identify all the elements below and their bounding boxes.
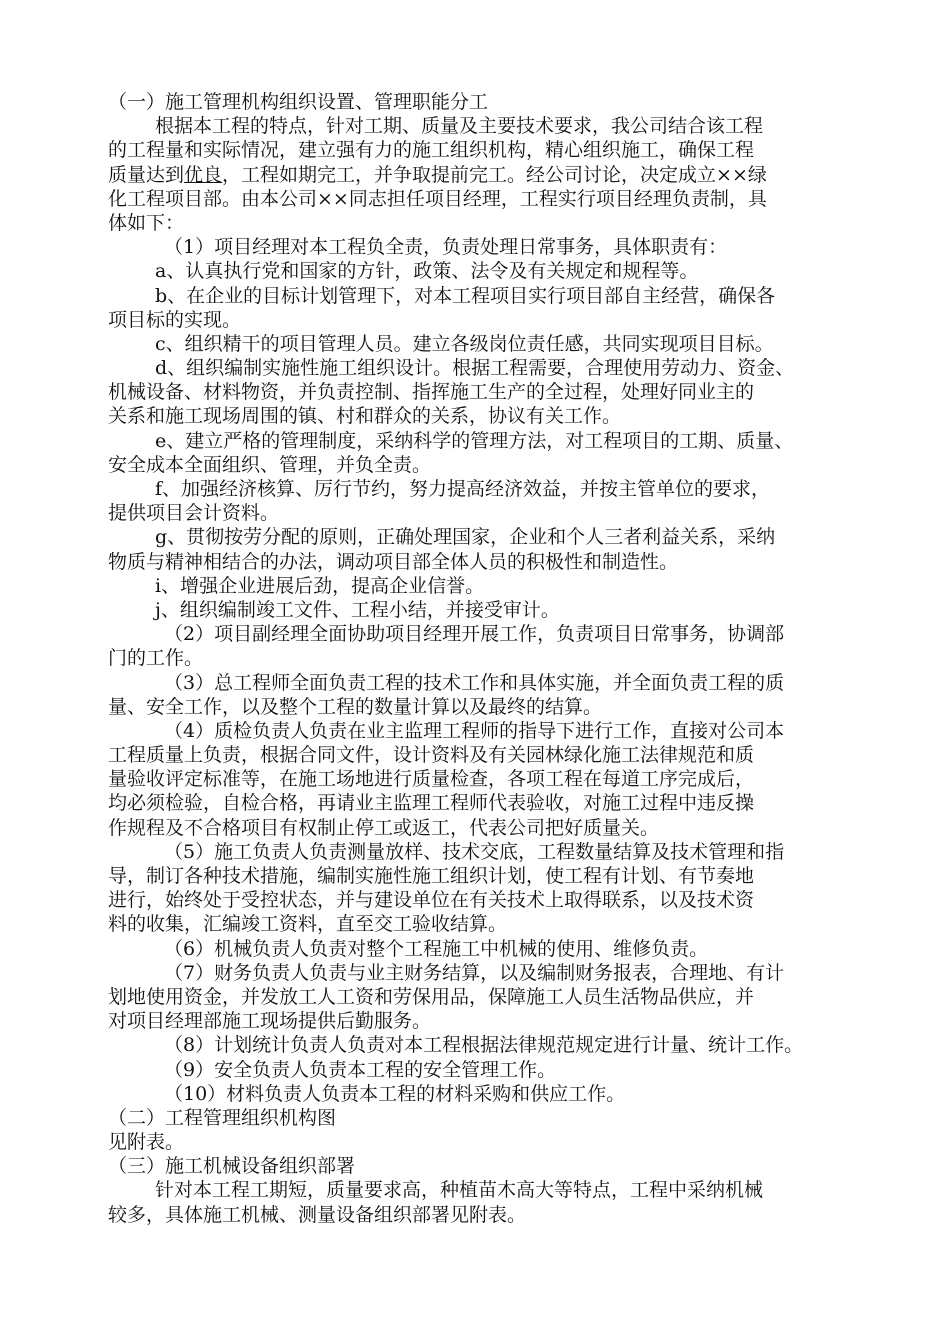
text-line: 的工程量和实际情况，建立强有力的施工组织机构，精心组织施工，确保工程 xyxy=(108,139,755,162)
text-line: 对项目经理部施工现场提供后勤服务。 xyxy=(108,1010,432,1033)
text-line: 量、安全工作，以及整个工程的数量计算以及最终的结算。 xyxy=(108,695,603,718)
text-line: i、增强企业进展后劲，提高企业信誉。 xyxy=(155,574,485,597)
text-line: 划地使用资金，并发放工人工资和劳保用品，保障施工人员生活物品供应，并 xyxy=(108,985,755,1008)
text-line: （一）施工管理机构组织设置、管理职能分工 xyxy=(108,91,489,113)
text-line: 物质与精神相结合的办法，调动项目部全体人员的积极性和制造性。 xyxy=(108,550,679,573)
text-line: （8）计划统计负责人负责对本工程根据法律规范规定进行计量、统计工作。 xyxy=(164,1034,804,1057)
text-line: f、加强经济核算、厉行节约，努力提高经济效益，并按主管单位的要求， xyxy=(155,478,771,500)
text-line: c、组织精干的项目管理人员。建立各级岗位责任感，共同实现项目目标。 xyxy=(155,332,774,355)
text-line: 安全成本全面组织、管理，并负全责。 xyxy=(108,453,432,476)
text-line: 提供项目会计资料。 xyxy=(108,502,280,525)
text-line: 见附表。 xyxy=(108,1131,185,1154)
text-line: 质量达到优良，工程如期完工，并争取提前完工。经公司讨论，决定成立××绿 xyxy=(108,163,767,186)
text-line: 机械设备、材料物资，并负责控制、指挥施工生产的全过程，处理好同业主的 xyxy=(108,381,755,404)
text-line: （6）机械负责人负责对整个工程施工中机械的使用、维修负责。 xyxy=(164,937,709,960)
text-line: 关系和施工现场周围的镇、村和群众的关系，协议有关工作。 xyxy=(108,405,622,428)
text-line: （7）财务负责人负责与业主财务结算，以及编制财务报表，合理地、有计 xyxy=(164,961,785,984)
text-line: （4）质检负责人负责在业主监理工程师的指导下进行工作，直接对公司本 xyxy=(164,719,785,742)
underlined-term: 优良 xyxy=(184,163,223,186)
text-line: 体如下： xyxy=(108,211,185,234)
text-line: 工程质量上负责，根据合同文件，设计资料及有关园林绿化施工法律规范和质 xyxy=(108,744,755,767)
text-line: （1）项目经理对本工程负全责，负责处理日常事务，具体职责有： xyxy=(164,236,728,259)
text-line: （三）施工机械设备组织部署 xyxy=(108,1155,356,1178)
text-line: 针对本工程工期短，质量要求高，种植苗木高大等特点，工程中采纳机械 xyxy=(155,1179,764,1202)
text-line: 进行，始终处于受控状态，并与建设单位在有关技术上取得联系，以及技术资 xyxy=(108,889,755,912)
text-line: 门的工作。 xyxy=(108,647,204,670)
text-line: （5）施工负责人负责测量放样、技术交底，工程数量结算及技术管理和指 xyxy=(164,840,785,863)
text-line: 量验收评定标准等，在施工场地进行质量检查，各项工程在每道工序完成后， xyxy=(108,768,755,791)
document-page xyxy=(108,90,898,1227)
text-line: （10）材料负责人负责本工程的材料采购和供应工作。 xyxy=(164,1082,626,1105)
text-line: 作规程及不合格项目有权制止停工或返工，代表公司把好质量关。 xyxy=(108,816,660,839)
text-line: d、组织编制实施性施工组织设计。根据工程需要，合理使用劳动力、资金、 xyxy=(155,357,795,380)
text-line: 均必须检验，自检合格，再请业主监理工程师代表验收，对施工过程中违反操 xyxy=(108,792,755,815)
text-line: 化工程项目部。由本公司××同志担任项目经理，工程实行项目经理负责制，具 xyxy=(108,187,767,210)
text-line: e、建立严格的管理制度，采纳科学的管理方法，对工程项目的工期、质量、 xyxy=(155,429,794,452)
text-line: 项目标的实现。 xyxy=(108,308,242,331)
text-line: （二）工程管理组织机构图 xyxy=(108,1106,337,1129)
text-line: b、在企业的目标计划管理下，对本工程项目实行项目部自主经营，确保各 xyxy=(155,284,776,307)
text-line: （3）总工程师全面负责工程的技术工作和具体实施，并全面负责工程的质 xyxy=(164,671,785,694)
text-line: （2）项目副经理全面协助项目经理开展工作，负责项目日常事务，协调部 xyxy=(164,623,785,646)
text-line: （9）安全负责人负责本工程的安全管理工作。 xyxy=(164,1058,557,1081)
text-line: 较多，具体施工机械、测量设备组织部署见附表。 xyxy=(108,1203,527,1226)
text-line: g、贯彻按劳分配的原则，正确处理国家，企业和个人三者利益关系，采纳 xyxy=(155,526,776,549)
text-line: 根据本工程的特点，针对工期、质量及主要技术要求，我公司结合该工程 xyxy=(155,115,764,138)
text-line: 料的收集，汇编竣工资料，直至交工验收结算。 xyxy=(108,913,508,936)
text-line: 导，制订各种技术措施，编制实施性施工组织计划，使工程有计划、有节奏地 xyxy=(108,865,755,887)
text-line: a、认真执行党和国家的方针，政策、法令及有关规定和规程等。 xyxy=(155,260,699,283)
text-line: j、组织编制竣工文件、工程小结，并接受审计。 xyxy=(155,598,560,621)
